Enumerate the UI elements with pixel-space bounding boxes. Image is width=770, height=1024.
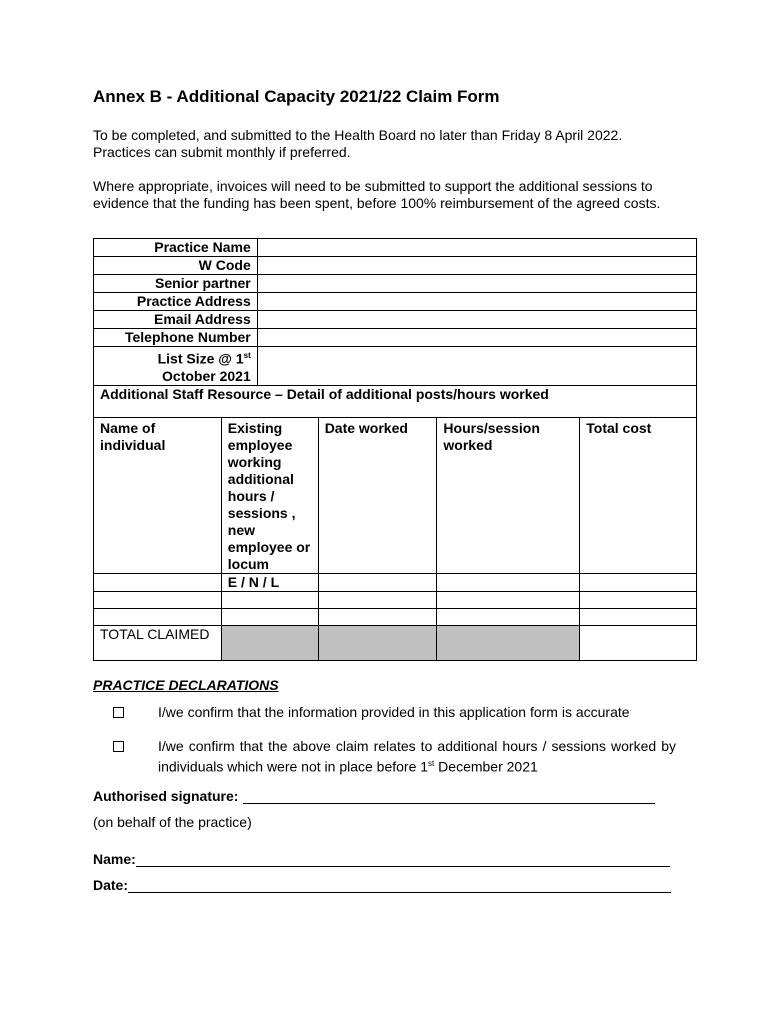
cell[interactable] <box>221 608 318 625</box>
signature-label: Authorised signature: <box>93 788 239 804</box>
checkbox[interactable] <box>113 741 124 752</box>
checkbox[interactable] <box>113 707 124 718</box>
field-label: Practice Name <box>94 239 258 257</box>
staff-section-heading: Additional Staff Resource – Detail of additional posts/hours worked <box>94 385 697 417</box>
declarations-title: PRACTICE DECLARATIONS <box>93 677 279 693</box>
cell[interactable] <box>437 573 580 591</box>
list-size-row <box>94 347 697 386</box>
col-hours: Hours/session worked <box>437 417 580 573</box>
date-line[interactable] <box>128 878 671 893</box>
field-label: Practice Address <box>94 293 258 311</box>
shaded-cell <box>221 625 318 660</box>
telephone-input[interactable] <box>257 329 696 347</box>
field-label: Senior partner <box>94 275 258 293</box>
cell[interactable] <box>318 573 437 591</box>
cell[interactable] <box>318 608 437 625</box>
field-label: Email Address <box>94 311 258 329</box>
declaration-text-part: December 2021 <box>434 758 538 775</box>
total-row <box>94 625 697 660</box>
list-size-text: October 2021 <box>162 367 251 384</box>
shaded-cell <box>437 625 580 660</box>
declaration-item-1 <box>113 704 676 721</box>
practice-address-input[interactable] <box>257 293 696 311</box>
staff-row <box>94 591 697 608</box>
email-input[interactable] <box>257 311 696 329</box>
cell[interactable] <box>94 591 222 608</box>
total-label: TOTAL CLAIMED <box>94 625 222 660</box>
claim-table <box>93 238 697 661</box>
declaration-text-part: I/we confirm that the above claim relates to additional hours / sessions worked by individuals which were not in place before 1 <box>158 738 676 775</box>
cell[interactable] <box>221 591 318 608</box>
field-label <box>94 347 258 386</box>
cell[interactable] <box>94 608 222 625</box>
practice-name-input[interactable] <box>257 239 696 257</box>
practice-name-row <box>94 239 697 257</box>
name-label: Name: <box>93 851 136 867</box>
signature-note: (on behalf of the practice) <box>93 814 252 830</box>
senior-partner-input[interactable] <box>257 275 696 293</box>
practice-address-row <box>94 293 697 311</box>
name-field <box>93 851 670 867</box>
w-code-input[interactable] <box>257 257 696 275</box>
declaration-item-2 <box>113 738 676 776</box>
list-size-input[interactable] <box>257 347 696 386</box>
declaration-text: I/we confirm that the information provided in this application form is accurate <box>158 704 630 720</box>
col-cost: Total cost <box>580 417 697 573</box>
enl-cell[interactable]: E / N / L <box>221 573 318 591</box>
cell[interactable] <box>94 573 222 591</box>
cell[interactable] <box>580 573 697 591</box>
shaded-cell <box>318 625 437 660</box>
signature-line[interactable] <box>243 789 655 804</box>
w-code-row <box>94 257 697 275</box>
declaration-text <box>158 738 676 776</box>
staff-header-row <box>94 417 697 573</box>
date-label: Date: <box>93 877 129 893</box>
col-date: Date worked <box>318 417 437 573</box>
senior-partner-row <box>94 275 697 293</box>
cell[interactable] <box>437 591 580 608</box>
field-label: W Code <box>94 257 258 275</box>
superscript: st <box>428 759 435 768</box>
intro-invoices: Where appropriate, invoices will need to be submitted to support the additional sessions to evidence that the funding has been spent, before 100% reimbursement of the agreed costs. <box>93 178 661 211</box>
date-field <box>93 877 671 893</box>
staff-section-row <box>94 385 697 417</box>
cell[interactable] <box>318 591 437 608</box>
superscript: st <box>243 351 251 360</box>
telephone-row <box>94 329 697 347</box>
list-size-text: List Size @ 1 <box>157 350 244 367</box>
cell[interactable] <box>437 608 580 625</box>
total-cost-input[interactable] <box>580 625 697 660</box>
col-name: Name of individual <box>94 417 222 573</box>
cell[interactable] <box>580 608 697 625</box>
staff-row <box>94 608 697 625</box>
cell[interactable] <box>580 591 697 608</box>
form-title: Annex B - Additional Capacity 2021/22 Claim Form <box>93 87 500 106</box>
col-type: Existing employee working additional hours / sessions , new employee or locum <box>221 417 318 573</box>
name-line[interactable] <box>136 852 670 867</box>
field-label: Telephone Number <box>94 329 258 347</box>
signature-field <box>93 788 655 804</box>
staff-row <box>94 573 697 591</box>
intro-deadline: To be completed, and submitted to the Health Board no later than Friday 8 April 2022. Practices can submit monthly if preferred. <box>93 127 623 160</box>
email-row <box>94 311 697 329</box>
